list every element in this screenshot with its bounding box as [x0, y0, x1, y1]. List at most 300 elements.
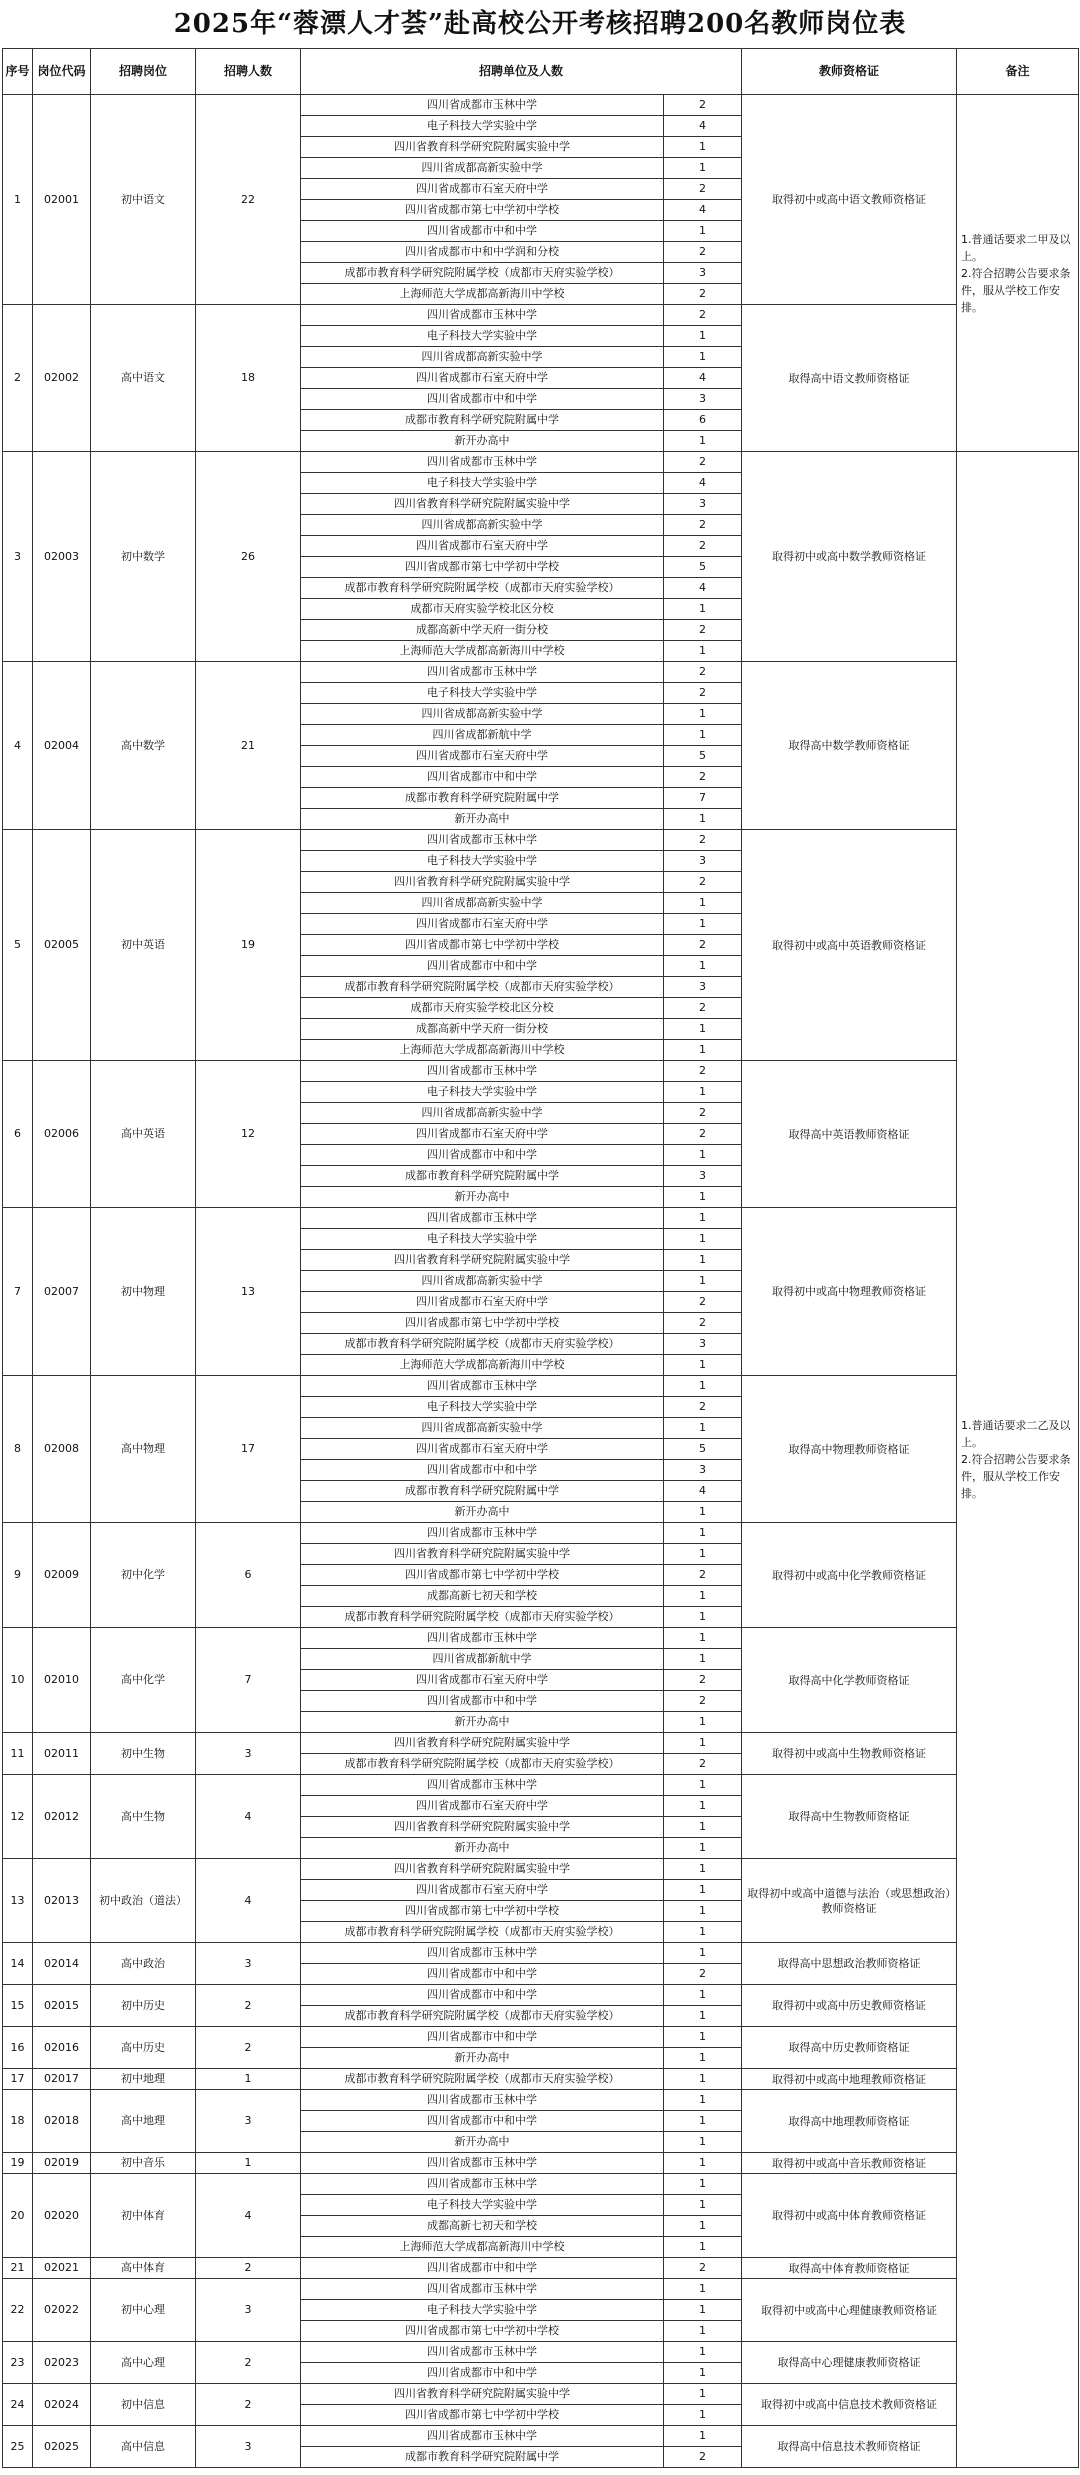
- unit-count-cell: 4: [664, 578, 742, 599]
- unit-count-cell: 3: [664, 263, 742, 284]
- table-row: [3, 1208, 1079, 1229]
- unit-name-cell: 四川省成都市玉林中学: [301, 1943, 664, 1964]
- unit-name-cell: 四川省成都市玉林中学: [301, 1628, 664, 1649]
- post-code-cell: 02017: [33, 2069, 91, 2090]
- post-name-cell: 初中心理: [91, 2279, 196, 2342]
- unit-name-cell: 电子科技大学实验中学: [301, 1397, 664, 1418]
- unit-name-cell: 四川省成都市中和中学: [301, 389, 664, 410]
- post-total-cell: 3: [196, 2090, 301, 2153]
- unit-count-cell: 4: [664, 200, 742, 221]
- cert-cell: 取得高中物理教师资格证: [742, 1376, 957, 1523]
- unit-name-cell: 成都市教育科学研究院附属中学: [301, 788, 664, 809]
- remark-line: 2.符合招聘公告要求条件，服从学校工作安排。: [961, 1453, 1071, 1500]
- table-row: [3, 95, 1079, 116]
- seq-cell: 16: [3, 2027, 33, 2069]
- unit-count-cell: 3: [664, 851, 742, 872]
- unit-name-cell: 成都市教育科学研究院附属中学: [301, 1166, 664, 1187]
- cert-cell: 取得高中信息技术教师资格证: [742, 2426, 957, 2468]
- unit-count-cell: 1: [664, 1712, 742, 1733]
- unit-name-cell: 四川省成都市第七中学初中学校: [301, 200, 664, 221]
- unit-name-cell: 成都市教育科学研究院附属学校（成都市天府实验学校）: [301, 1334, 664, 1355]
- seq-cell: 9: [3, 1523, 33, 1628]
- unit-name-cell: 四川省成都市玉林中学: [301, 2426, 664, 2447]
- unit-name-cell: 成都高新七初天和学校: [301, 2216, 664, 2237]
- unit-count-cell: 2: [664, 1103, 742, 1124]
- unit-count-cell: 2: [664, 515, 742, 536]
- unit-name-cell: 四川省成都市玉林中学: [301, 2279, 664, 2300]
- unit-count-cell: 2: [664, 1313, 742, 1334]
- remark-line: 2.符合招聘公告要求条件，服从学校工作安排。: [961, 266, 1071, 314]
- unit-name-cell: 四川省教育科学研究院附属实验中学: [301, 872, 664, 893]
- unit-count-cell: 1: [664, 1733, 742, 1754]
- unit-count-cell: 1: [664, 1082, 742, 1103]
- unit-count-cell: 1: [664, 725, 742, 746]
- seq-cell: 15: [3, 1985, 33, 2027]
- unit-count-cell: 1: [664, 158, 742, 179]
- unit-count-cell: 2: [664, 242, 742, 263]
- unit-name-cell: 四川省成都市中和中学润和分校: [301, 242, 664, 263]
- cert-cell: 取得初中或高中心理健康教师资格证: [742, 2279, 957, 2342]
- unit-name-cell: 四川省成都市中和中学: [301, 767, 664, 788]
- unit-count-cell: 1: [664, 2405, 742, 2426]
- post-total-cell: 17: [196, 1376, 301, 1523]
- unit-count-cell: 1: [664, 956, 742, 977]
- unit-name-cell: 四川省成都市玉林中学: [301, 1061, 664, 1082]
- post-name-cell: 高中物理: [91, 1376, 196, 1523]
- unit-name-cell: 电子科技大学实验中学: [301, 2300, 664, 2321]
- unit-count-cell: 2: [664, 1754, 742, 1775]
- post-code-cell: 02020: [33, 2174, 91, 2258]
- unit-name-cell: 四川省成都市石室天府中学: [301, 1670, 664, 1691]
- cert-cell: 取得高中语文教师资格证: [742, 305, 957, 452]
- unit-name-cell: 四川省成都高新实验中学: [301, 893, 664, 914]
- unit-name-cell: 成都市教育科学研究院附属学校（成都市天府实验学校）: [301, 2069, 664, 2090]
- post-name-cell: 高中化学: [91, 1628, 196, 1733]
- post-total-cell: 4: [196, 2174, 301, 2258]
- post-total-cell: 6: [196, 1523, 301, 1628]
- unit-count-cell: 1: [664, 1775, 742, 1796]
- remark-line: 1.普通话要求二乙及以上。: [961, 1419, 1071, 1449]
- table-row: [3, 2069, 1079, 2090]
- unit-count-cell: 1: [664, 1208, 742, 1229]
- post-name-cell: 初中物理: [91, 1208, 196, 1376]
- unit-name-cell: 四川省成都市玉林中学: [301, 662, 664, 683]
- post-name-cell: 高中政治: [91, 1943, 196, 1985]
- unit-name-cell: 上海师范大学成都高新海川中学校: [301, 1355, 664, 1376]
- unit-count-cell: 2: [664, 1292, 742, 1313]
- unit-name-cell: 电子科技大学实验中学: [301, 116, 664, 137]
- unit-count-cell: 1: [664, 1649, 742, 1670]
- unit-count-cell: 2: [664, 1061, 742, 1082]
- cert-cell: 取得初中或高中音乐教师资格证: [742, 2153, 957, 2174]
- unit-name-cell: 四川省成都市玉林中学: [301, 2342, 664, 2363]
- seq-cell: 12: [3, 1775, 33, 1859]
- unit-count-cell: 2: [664, 284, 742, 305]
- unit-count-cell: 5: [664, 1439, 742, 1460]
- unit-count-cell: 1: [664, 1943, 742, 1964]
- unit-count-cell: 5: [664, 746, 742, 767]
- cert-cell: 取得初中或高中信息技术教师资格证: [742, 2384, 957, 2426]
- unit-name-cell: 四川省教育科学研究院附属实验中学: [301, 1859, 664, 1880]
- unit-count-cell: 1: [664, 1019, 742, 1040]
- unit-name-cell: 新开办高中: [301, 2048, 664, 2069]
- unit-count-cell: 1: [664, 1817, 742, 1838]
- table-row: [3, 1523, 1079, 1544]
- cert-cell: 取得高中化学教师资格证: [742, 1628, 957, 1733]
- unit-name-cell: 四川省成都市中和中学: [301, 221, 664, 242]
- cert-cell: 取得高中心理健康教师资格证: [742, 2342, 957, 2384]
- unit-name-cell: 四川省成都市石室天府中学: [301, 179, 664, 200]
- unit-name-cell: 成都市教育科学研究院附属学校（成都市天府实验学校）: [301, 1922, 664, 1943]
- unit-count-cell: 1: [664, 2195, 742, 2216]
- cert-cell: 取得初中或高中数学教师资格证: [742, 452, 957, 662]
- unit-name-cell: 四川省教育科学研究院附属实验中学: [301, 1817, 664, 1838]
- unit-name-cell: 上海师范大学成都高新海川中学校: [301, 284, 664, 305]
- unit-count-cell: 1: [664, 1250, 742, 1271]
- unit-name-cell: 四川省成都市第七中学初中学校: [301, 2405, 664, 2426]
- unit-name-cell: 四川省成都市第七中学初中学校: [301, 1901, 664, 1922]
- unit-count-cell: 1: [664, 809, 742, 830]
- unit-name-cell: 四川省成都市中和中学: [301, 2363, 664, 2384]
- unit-count-cell: 3: [664, 389, 742, 410]
- unit-name-cell: 成都高新中学天府一街分校: [301, 620, 664, 641]
- unit-name-cell: 电子科技大学实验中学: [301, 1229, 664, 1250]
- unit-name-cell: 四川省成都市石室天府中学: [301, 1439, 664, 1460]
- post-name-cell: 初中历史: [91, 1985, 196, 2027]
- unit-name-cell: 四川省成都市中和中学: [301, 1460, 664, 1481]
- post-total-cell: 2: [196, 2027, 301, 2069]
- unit-count-cell: 1: [664, 221, 742, 242]
- unit-name-cell: 四川省教育科学研究院附属实验中学: [301, 137, 664, 158]
- unit-count-cell: 1: [664, 704, 742, 725]
- unit-name-cell: 上海师范大学成都高新海川中学校: [301, 1040, 664, 1061]
- unit-count-cell: 1: [664, 2090, 742, 2111]
- unit-count-cell: 1: [664, 2216, 742, 2237]
- unit-count-cell: 2: [664, 998, 742, 1019]
- unit-count-cell: 1: [664, 1145, 742, 1166]
- unit-count-cell: 1: [664, 1859, 742, 1880]
- post-code-cell: 02008: [33, 1376, 91, 1523]
- unit-name-cell: 四川省成都高新实验中学: [301, 704, 664, 725]
- header-seq: 序号: [3, 49, 33, 95]
- cert-cell: 取得初中或高中物理教师资格证: [742, 1208, 957, 1376]
- post-total-cell: 2: [196, 2384, 301, 2426]
- post-total-cell: 3: [196, 2279, 301, 2342]
- unit-count-cell: 1: [664, 2069, 742, 2090]
- post-name-cell: 初中语文: [91, 95, 196, 305]
- remark-cell-group1: [957, 95, 1079, 452]
- table-row: [3, 2342, 1079, 2363]
- unit-name-cell: 成都市天府实验学校北区分校: [301, 998, 664, 1019]
- post-total-cell: 18: [196, 305, 301, 452]
- post-code-cell: 02010: [33, 1628, 91, 1733]
- post-code-cell: 02016: [33, 2027, 91, 2069]
- unit-name-cell: 四川省成都市玉林中学: [301, 2090, 664, 2111]
- recruitment-table: [2, 48, 1079, 2468]
- table-row: [3, 830, 1079, 851]
- unit-name-cell: 成都高新七初天和学校: [301, 1586, 664, 1607]
- unit-name-cell: 成都市教育科学研究院附属学校（成都市天府实验学校）: [301, 2006, 664, 2027]
- unit-name-cell: 成都市教育科学研究院附属学校（成都市天府实验学校）: [301, 977, 664, 998]
- unit-count-cell: 1: [664, 1586, 742, 1607]
- unit-name-cell: 成都市天府实验学校北区分校: [301, 599, 664, 620]
- table-row: [3, 1985, 1079, 2006]
- unit-count-cell: 2: [664, 95, 742, 116]
- header-row: [3, 49, 1079, 95]
- table-row: [3, 1628, 1079, 1649]
- seq-cell: 21: [3, 2258, 33, 2279]
- unit-name-cell: 四川省成都市玉林中学: [301, 305, 664, 326]
- unit-name-cell: 成都高新中学天府一街分校: [301, 1019, 664, 1040]
- seq-cell: 11: [3, 1733, 33, 1775]
- post-total-cell: 3: [196, 1733, 301, 1775]
- cert-cell: 取得高中英语教师资格证: [742, 1061, 957, 1208]
- unit-name-cell: 四川省成都市石室天府中学: [301, 1796, 664, 1817]
- post-total-cell: 2: [196, 1985, 301, 2027]
- table-row: [3, 1775, 1079, 1796]
- post-code-cell: 02011: [33, 1733, 91, 1775]
- unit-count-cell: 1: [664, 2363, 742, 2384]
- unit-count-cell: 1: [664, 1985, 742, 2006]
- unit-count-cell: 1: [664, 1040, 742, 1061]
- header-post: 招聘岗位: [91, 49, 196, 95]
- unit-count-cell: 1: [664, 1880, 742, 1901]
- unit-name-cell: 四川省成都市石室天府中学: [301, 1880, 664, 1901]
- unit-count-cell: 1: [664, 2048, 742, 2069]
- table-row: [3, 1859, 1079, 1880]
- seq-cell: 17: [3, 2069, 33, 2090]
- unit-name-cell: 四川省成都市第七中学初中学校: [301, 935, 664, 956]
- unit-name-cell: 电子科技大学实验中学: [301, 473, 664, 494]
- table-row: [3, 1943, 1079, 1964]
- header-cert: 教师资格证: [742, 49, 957, 95]
- cert-cell: 取得初中或高中英语教师资格证: [742, 830, 957, 1061]
- unit-name-cell: 成都市教育科学研究院附属学校（成都市天府实验学校）: [301, 263, 664, 284]
- post-total-cell: 13: [196, 1208, 301, 1376]
- unit-count-cell: 4: [664, 473, 742, 494]
- unit-count-cell: 1: [664, 1607, 742, 1628]
- unit-name-cell: 四川省成都市石室天府中学: [301, 746, 664, 767]
- unit-count-cell: 7: [664, 788, 742, 809]
- unit-count-cell: 2: [664, 305, 742, 326]
- page-title: 2025年“蓉漂人才荟”赴高校公开考核招聘200名教师岗位表: [173, 9, 907, 39]
- unit-count-cell: 2: [664, 935, 742, 956]
- unit-count-cell: 4: [664, 116, 742, 137]
- unit-name-cell: 成都市教育科学研究院附属学校（成都市天府实验学校）: [301, 578, 664, 599]
- unit-count-cell: 1: [664, 2300, 742, 2321]
- unit-name-cell: 四川省成都市石室天府中学: [301, 1292, 664, 1313]
- cert-cell: 取得高中历史教师资格证: [742, 2027, 957, 2069]
- remark-cell-group2: [957, 452, 1079, 2468]
- table-row: [3, 2258, 1079, 2279]
- post-name-cell: 初中音乐: [91, 2153, 196, 2174]
- unit-count-cell: 1: [664, 2174, 742, 2195]
- unit-name-cell: 四川省教育科学研究院附属实验中学: [301, 1544, 664, 1565]
- unit-name-cell: 四川省教育科学研究院附属实验中学: [301, 1250, 664, 1271]
- unit-name-cell: 四川省成都市玉林中学: [301, 1523, 664, 1544]
- unit-count-cell: 2: [664, 1691, 742, 1712]
- header-total: 招聘人数: [196, 49, 301, 95]
- table-row: [3, 662, 1079, 683]
- post-name-cell: 高中地理: [91, 2090, 196, 2153]
- unit-name-cell: 四川省成都市玉林中学: [301, 1376, 664, 1397]
- unit-name-cell: 四川省成都市石室天府中学: [301, 914, 664, 935]
- unit-name-cell: 电子科技大学实验中学: [301, 1082, 664, 1103]
- post-name-cell: 高中语文: [91, 305, 196, 452]
- unit-name-cell: 四川省成都市中和中学: [301, 1964, 664, 1985]
- cert-cell: 取得初中或高中化学教师资格证: [742, 1523, 957, 1628]
- post-code-cell: 02002: [33, 305, 91, 452]
- unit-name-cell: 电子科技大学实验中学: [301, 851, 664, 872]
- post-name-cell: 高中心理: [91, 2342, 196, 2384]
- unit-count-cell: 1: [664, 1628, 742, 1649]
- unit-name-cell: 电子科技大学实验中学: [301, 683, 664, 704]
- unit-name-cell: 成都市教育科学研究院附属中学: [301, 2447, 664, 2468]
- unit-name-cell: 新开办高中: [301, 1502, 664, 1523]
- cert-cell: 取得初中或高中地理教师资格证: [742, 2069, 957, 2090]
- post-code-cell: 02018: [33, 2090, 91, 2153]
- cert-cell: 取得高中思想政治教师资格证: [742, 1943, 957, 1985]
- unit-count-cell: 3: [664, 1334, 742, 1355]
- post-total-cell: 12: [196, 1061, 301, 1208]
- unit-count-cell: 4: [664, 368, 742, 389]
- post-name-cell: 高中数学: [91, 662, 196, 830]
- post-name-cell: 初中地理: [91, 2069, 196, 2090]
- unit-count-cell: 1: [664, 1229, 742, 1250]
- post-total-cell: 1: [196, 2069, 301, 2090]
- post-total-cell: 19: [196, 830, 301, 1061]
- seq-cell: 13: [3, 1859, 33, 1943]
- unit-count-cell: 3: [664, 494, 742, 515]
- table-row: [3, 2090, 1079, 2111]
- unit-name-cell: 四川省教育科学研究院附属实验中学: [301, 494, 664, 515]
- unit-name-cell: 四川省成都高新实验中学: [301, 515, 664, 536]
- seq-cell: 22: [3, 2279, 33, 2342]
- post-name-cell: 初中信息: [91, 2384, 196, 2426]
- unit-count-cell: 1: [664, 2153, 742, 2174]
- unit-count-cell: 1: [664, 347, 742, 368]
- unit-name-cell: 电子科技大学实验中学: [301, 326, 664, 347]
- unit-name-cell: 四川省教育科学研究院附属实验中学: [301, 2384, 664, 2405]
- cert-cell: 取得初中或高中道德与法治（或思想政治）教师资格证: [742, 1859, 957, 1943]
- cert-cell: 取得初中或高中生物教师资格证: [742, 1733, 957, 1775]
- unit-count-cell: 1: [664, 2342, 742, 2363]
- seq-cell: 19: [3, 2153, 33, 2174]
- cert-cell: 取得初中或高中语文教师资格证: [742, 95, 957, 305]
- unit-name-cell: 四川省成都高新实验中学: [301, 347, 664, 368]
- seq-cell: 5: [3, 830, 33, 1061]
- unit-count-cell: 3: [664, 1166, 742, 1187]
- table-row: [3, 305, 1079, 326]
- post-code-cell: 02003: [33, 452, 91, 662]
- unit-name-cell: 四川省成都新航中学: [301, 1649, 664, 1670]
- unit-count-cell: 2: [664, 830, 742, 851]
- table-row: [3, 1061, 1079, 1082]
- post-name-cell: 初中政治（道法）: [91, 1859, 196, 1943]
- unit-name-cell: 四川省成都新航中学: [301, 725, 664, 746]
- unit-count-cell: 2: [664, 1964, 742, 1985]
- unit-count-cell: 1: [664, 1187, 742, 1208]
- post-name-cell: 高中英语: [91, 1061, 196, 1208]
- unit-count-cell: 1: [664, 1544, 742, 1565]
- seq-cell: 8: [3, 1376, 33, 1523]
- post-code-cell: 02021: [33, 2258, 91, 2279]
- post-code-cell: 02013: [33, 1859, 91, 1943]
- unit-name-cell: 上海师范大学成都高新海川中学校: [301, 2237, 664, 2258]
- unit-count-cell: 1: [664, 1502, 742, 1523]
- header-units: 招聘单位及人数: [301, 49, 742, 95]
- unit-count-cell: 2: [664, 767, 742, 788]
- seq-cell: 18: [3, 2090, 33, 2153]
- unit-name-cell: 四川省成都高新实验中学: [301, 1103, 664, 1124]
- seq-cell: 1: [3, 95, 33, 305]
- header-remark: 备注: [957, 49, 1079, 95]
- unit-name-cell: 四川省成都市中和中学: [301, 1985, 664, 2006]
- unit-name-cell: 四川省成都市第七中学初中学校: [301, 1313, 664, 1334]
- unit-name-cell: 成都市教育科学研究院附属学校（成都市天府实验学校）: [301, 1607, 664, 1628]
- table-row: [3, 2426, 1079, 2447]
- post-total-cell: 26: [196, 452, 301, 662]
- unit-count-cell: 2: [664, 179, 742, 200]
- unit-count-cell: 1: [664, 137, 742, 158]
- unit-name-cell: 四川省成都市第七中学初中学校: [301, 1565, 664, 1586]
- cert-cell: 取得初中或高中历史教师资格证: [742, 1985, 957, 2027]
- unit-name-cell: 四川省成都市玉林中学: [301, 830, 664, 851]
- seq-cell: 6: [3, 1061, 33, 1208]
- unit-name-cell: 四川省成都市石室天府中学: [301, 536, 664, 557]
- unit-count-cell: 1: [664, 1838, 742, 1859]
- remark-line: 1.普通话要求二甲及以上。: [961, 232, 1071, 263]
- unit-name-cell: 四川省成都市中和中学: [301, 1691, 664, 1712]
- post-total-cell: 7: [196, 1628, 301, 1733]
- unit-name-cell: 新开办高中: [301, 431, 664, 452]
- unit-name-cell: 四川省成都市玉林中学: [301, 2174, 664, 2195]
- unit-count-cell: 1: [664, 326, 742, 347]
- unit-count-cell: 2: [664, 1670, 742, 1691]
- unit-count-cell: 1: [664, 1922, 742, 1943]
- unit-name-cell: 新开办高中: [301, 809, 664, 830]
- table-row: [3, 2384, 1079, 2405]
- unit-name-cell: 成都市教育科学研究院附属中学: [301, 1481, 664, 1502]
- unit-name-cell: 四川省成都市玉林中学: [301, 1208, 664, 1229]
- unit-count-cell: 1: [664, 1523, 742, 1544]
- post-name-cell: 初中生物: [91, 1733, 196, 1775]
- cert-cell: 取得高中体育教师资格证: [742, 2258, 957, 2279]
- post-name-cell: 高中信息: [91, 2426, 196, 2468]
- post-total-cell: 1: [196, 2153, 301, 2174]
- post-name-cell: 高中体育: [91, 2258, 196, 2279]
- unit-name-cell: 四川省成都市石室天府中学: [301, 1124, 664, 1145]
- unit-count-cell: 1: [664, 2321, 742, 2342]
- unit-count-cell: 4: [664, 1481, 742, 1502]
- unit-name-cell: 四川省成都市玉林中学: [301, 1775, 664, 1796]
- cert-cell: 取得高中生物教师资格证: [742, 1775, 957, 1859]
- unit-name-cell: 四川省成都市第七中学初中学校: [301, 2321, 664, 2342]
- post-code-cell: 02006: [33, 1061, 91, 1208]
- unit-name-cell: 四川省成都高新实验中学: [301, 1271, 664, 1292]
- unit-count-cell: 1: [664, 2027, 742, 2048]
- unit-name-cell: 四川省成都市中和中学: [301, 956, 664, 977]
- unit-count-cell: 1: [664, 1418, 742, 1439]
- unit-name-cell: 四川省成都市中和中学: [301, 2027, 664, 2048]
- post-total-cell: 2: [196, 2258, 301, 2279]
- unit-name-cell: 电子科技大学实验中学: [301, 2195, 664, 2216]
- unit-count-cell: 2: [664, 2447, 742, 2468]
- cert-cell: 取得高中地理教师资格证: [742, 2090, 957, 2153]
- unit-count-cell: 2: [664, 683, 742, 704]
- unit-count-cell: 2: [664, 1565, 742, 1586]
- unit-count-cell: 1: [664, 1796, 742, 1817]
